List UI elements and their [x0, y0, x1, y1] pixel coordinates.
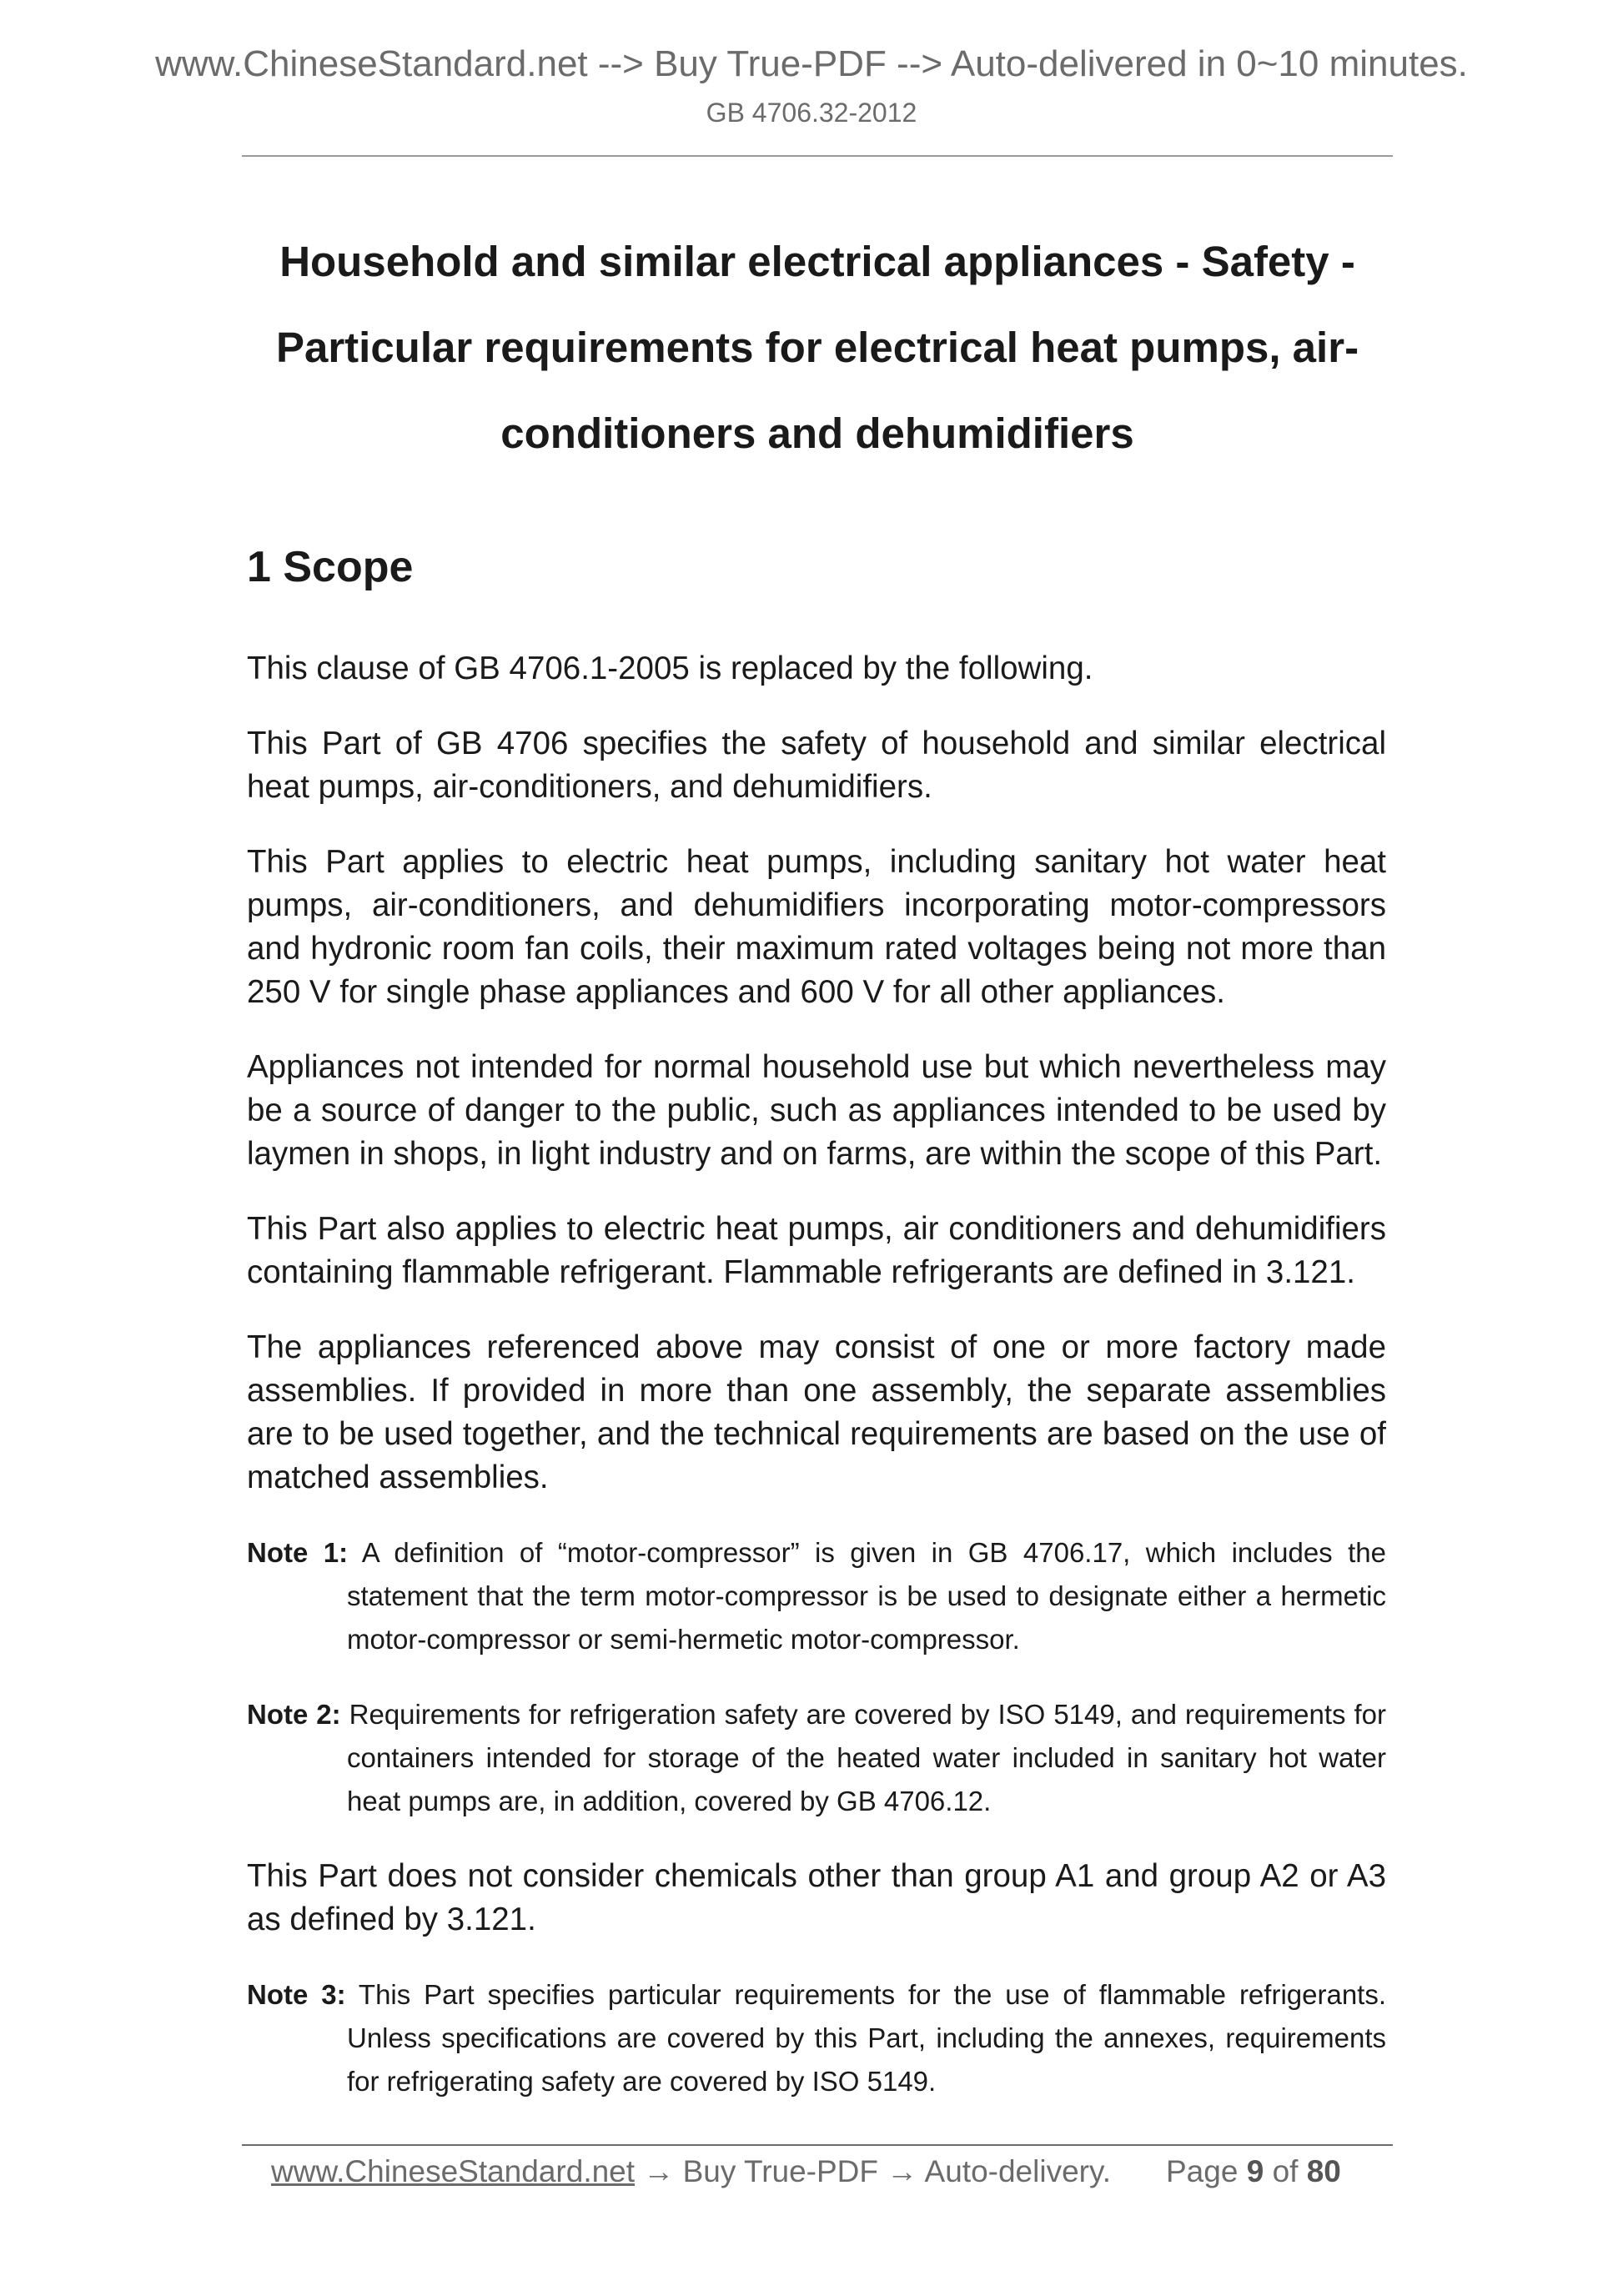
header-divider: [242, 155, 1393, 157]
header-standard-id: GB 4706.32-2012: [706, 98, 917, 128]
paragraph-1: This clause of GB 4706.1-2005 is replaced by the following.: [247, 651, 1093, 686]
footer-buy-text: Buy True-PDF: [682, 2154, 879, 2188]
title-line-2: Particular requirements for electrical heat pumps, air-: [275, 324, 1359, 371]
of-word: of: [1272, 2154, 1299, 2188]
note-1-text: A definition of “motor-compressor” is given in GB 4706.17, which includes the statement that the term motor-compressor is be used to designate either a hermetic motor-compressor or semi-hermetic motor-compressor.: [347, 1537, 1386, 1655]
paragraph-3: This Part applies to electric heat pumps, including sanitary hot water heat pumps, air-conditioners, and dehumidifiers incorporating motor-compressors and hydronic room fan coils, their maximum rated voltages being not more than 250 V for single phase appliances and 600 V for all other appliances.: [247, 844, 1386, 1010]
note-3-text: This Part specifies particular requirements for the use of flammable refrigerants. Unless specifications are covered by this Part, including the annexes, requirements for refrigerating safety are covered by ISO 5149.: [347, 1979, 1387, 2097]
note-1-label: Note 1:: [247, 1537, 349, 1568]
paragraph-5: This Part also applies to electric heat pumps, air conditioners and dehumidifiers containing flammable refrigerant. Flammable refrigerants are defined in 3.121.: [247, 1211, 1386, 1290]
section-body: [247, 647, 1386, 2135]
footer-promo: [271, 2154, 1111, 2189]
note-2-label: Note 2:: [247, 1699, 341, 1730]
footer-delivery-text: Auto-delivery.: [924, 2154, 1112, 2188]
note-3-label: Note 3:: [247, 1979, 346, 2010]
note-1: [247, 1531, 1386, 1661]
footer-site-link[interactable]: www.ChineseStandard.net: [271, 2154, 636, 2188]
paragraph-2: This Part of GB 4706 specifies the safety of household and similar electrical heat pumps, air-conditioners, and dehumidifiers.: [247, 726, 1386, 805]
note-3: [247, 1973, 1386, 2103]
title-line-3: conditioners and dehumidifiers: [500, 409, 1134, 457]
note-2-text: Requirements for refrigeration safety are covered by ISO 5149, and requirements for containers intended for storage of the heated water included in sanitary hot water heat pumps are, in addition, covered by GB 4706.12.: [347, 1699, 1386, 1816]
page-total: 80: [1306, 2154, 1341, 2188]
arrow-right-icon: →: [643, 2154, 675, 2188]
page-word: Page: [1166, 2154, 1239, 2188]
section-heading-scope: 1 Scope: [247, 543, 414, 591]
header-banner: www.ChineseStandard.net --> Buy True-PDF --> Auto-delivered in 0~10 minutes.: [155, 43, 1468, 84]
page-number: 9: [1246, 2154, 1264, 2188]
arrow-right-icon: →: [887, 2154, 918, 2188]
footer-divider: [242, 2144, 1393, 2146]
paragraph-6: The appliances referenced above may consist of one or more factory made assemblies. If provided in more than one assembly, the separate assemblies are to be used together, and the technical requirements are based on the use of matched assemblies.: [247, 1329, 1386, 1495]
paragraph-7: This Part does not consider chemicals other than group A1 and group A2 or A3 as defined by 3.121.: [247, 1858, 1386, 1937]
document-title: [242, 219, 1393, 476]
paragraph-4: Appliances not intended for normal household use but which nevertheless may be a source of danger to the public, such as appliances intended to be used by laymen in shops, in light industry and on farms, are within the scope of this Part.: [247, 1049, 1386, 1172]
page-indicator: [1166, 2154, 1341, 2189]
note-2: [247, 1693, 1386, 1823]
title-line-1: Household and similar electrical appliances - Safety -: [279, 238, 1355, 285]
